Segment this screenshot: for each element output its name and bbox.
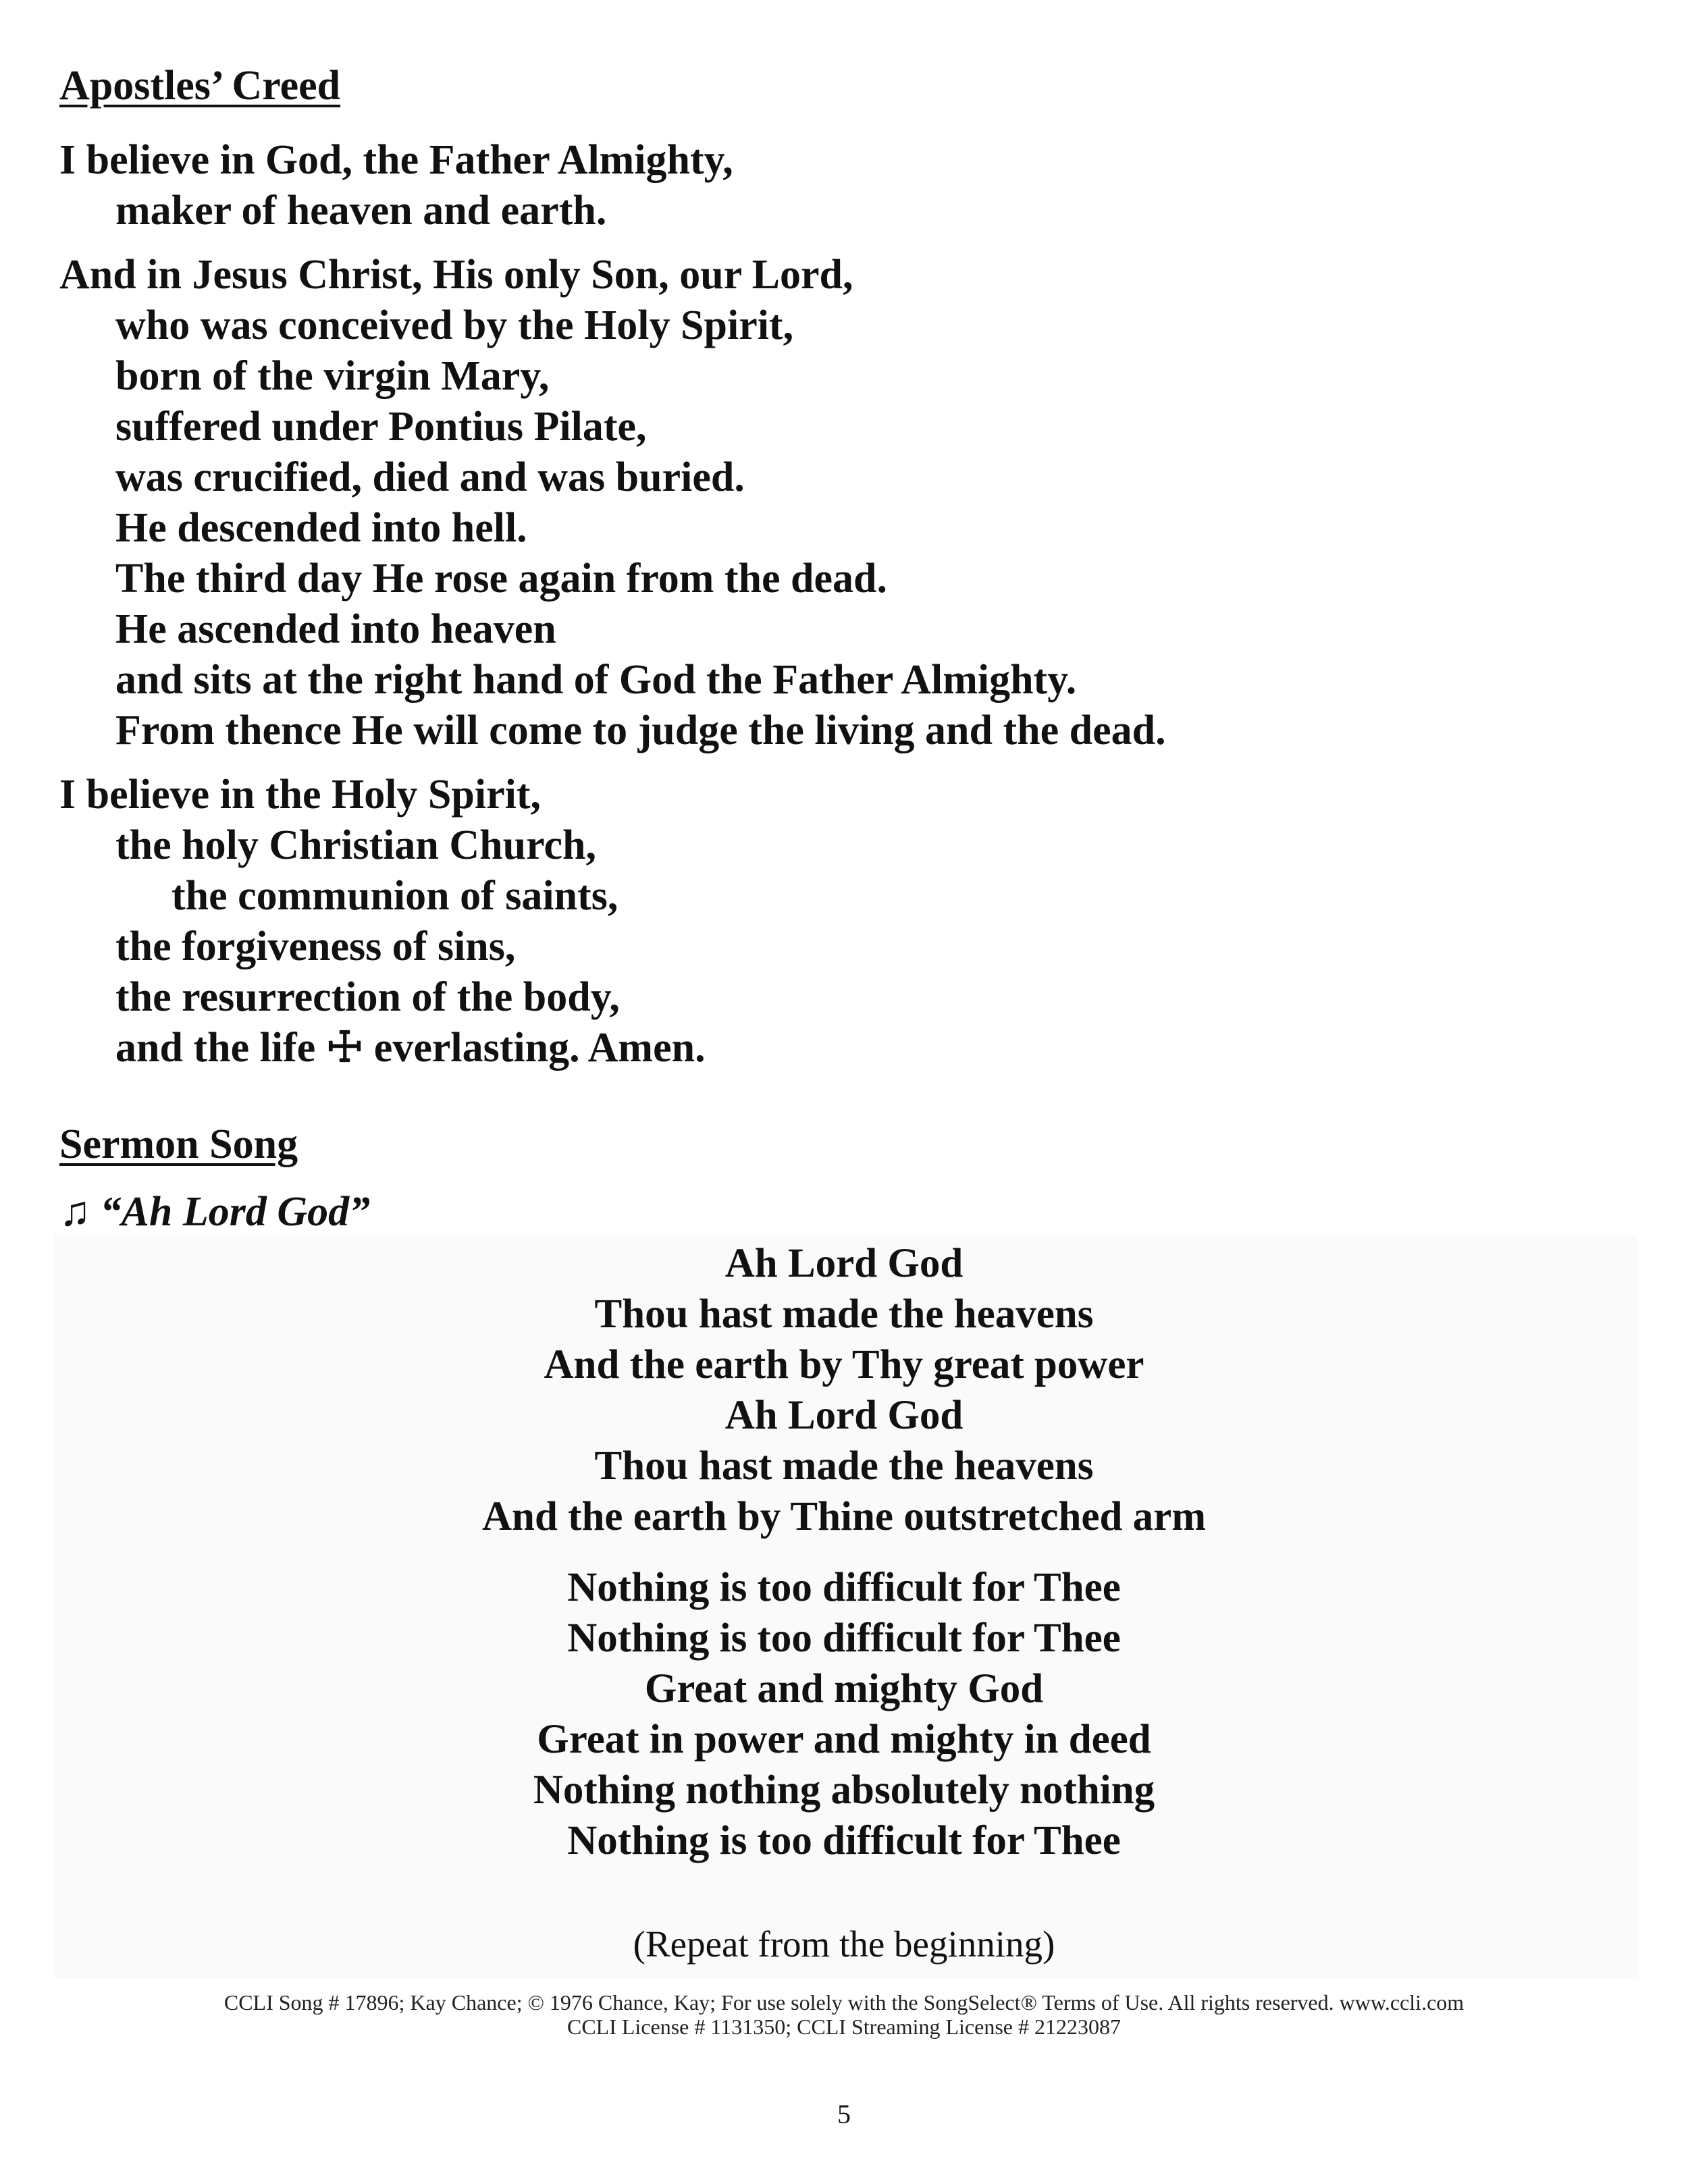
- song-verse: [0, 1238, 1688, 1542]
- lyric-line: And the earth by Thine outstretched arm: [481, 1494, 1207, 1539]
- ccli-license-line: CCLI License # 1131350; CCLI Streaming License # 21223087: [566, 2015, 1121, 2039]
- creed-line: He descended into hell.: [115, 505, 527, 551]
- lyric-line: Nothing nothing absolutely nothing: [533, 1767, 1155, 1813]
- song-lyrics: [0, 1238, 1688, 1886]
- song-title-line: [59, 1187, 370, 1237]
- ccli-song-line: CCLI Song # 17896; Kay Chance; © 1976 Chance, Kay; For use solely with the SongSelect® Terms of Use. All rights reserved. www.ccli.com: [223, 1990, 1465, 2015]
- creed-line: the holy Christian Church,: [115, 822, 596, 868]
- ccli-copyright: [0, 1990, 1688, 2039]
- creed-line: the communion of saints,: [172, 873, 618, 919]
- creed-line: I believe in the Holy Spirit,: [59, 772, 541, 818]
- apostles-creed-text: [59, 135, 1612, 1087]
- creed-line: was crucified, died and was buried.: [115, 454, 745, 500]
- creed-stanza: [59, 135, 1612, 236]
- lyric-line: And the earth by Thy great power: [544, 1342, 1144, 1387]
- creed-line: He ascended into heaven: [115, 606, 556, 652]
- creed-line: maker of heaven and earth.: [115, 188, 607, 234]
- lyric-line: Nothing is too difficult for Thee: [567, 1565, 1121, 1610]
- lyric-line: Thou hast made the heavens: [594, 1443, 1094, 1489]
- creed-line: And in Jesus Christ, His only Son, our Lord,: [59, 252, 853, 298]
- creed-line: the resurrection of the body,: [115, 974, 620, 1020]
- music-note-icon: ♫: [59, 1189, 91, 1235]
- lyric-line: Ah Lord God: [724, 1393, 964, 1438]
- creed-line: who was conceived by the Holy Spirit,: [115, 302, 794, 348]
- lyric-line: Thou hast made the heavens: [594, 1291, 1094, 1337]
- creed-line: born of the virgin Mary,: [115, 353, 550, 399]
- sermon-song-heading: Sermon Song: [59, 1121, 298, 1167]
- creed-line: The third day He rose again from the dead.: [115, 556, 888, 602]
- creed-line: From thence He will come to judge the living and the dead.: [115, 708, 1166, 753]
- creed-stanza: [59, 250, 1612, 756]
- apostles-creed-heading: Apostles’ Creed: [59, 63, 341, 109]
- lyric-line: Ah Lord God: [724, 1241, 964, 1286]
- lyric-line: Nothing is too difficult for Thee: [567, 1818, 1121, 1863]
- song-title: “Ah Lord God”: [100, 1189, 371, 1235]
- creed-line: suffered under Pontius Pilate,: [115, 404, 647, 450]
- repeat-note: (Repeat from the beginning): [633, 1923, 1055, 1965]
- page-number: 5: [837, 2099, 851, 2129]
- creed-line: I believe in God, the Father Almighty,: [59, 137, 733, 183]
- song-verse: [0, 1562, 1688, 1866]
- creed-line: and sits at the right hand of God the Father Almighty.: [115, 657, 1077, 703]
- lyric-line: Nothing is too difficult for Thee: [567, 1616, 1121, 1661]
- lyric-line: Great and mighty God: [644, 1666, 1044, 1711]
- creed-line: and the life ☩ everlasting. Amen.: [115, 1025, 706, 1071]
- creed-stanza: [59, 770, 1612, 1073]
- creed-line: the forgiveness of sins,: [115, 924, 516, 969]
- lyric-line: Great in power and mighty in deed: [537, 1717, 1151, 1762]
